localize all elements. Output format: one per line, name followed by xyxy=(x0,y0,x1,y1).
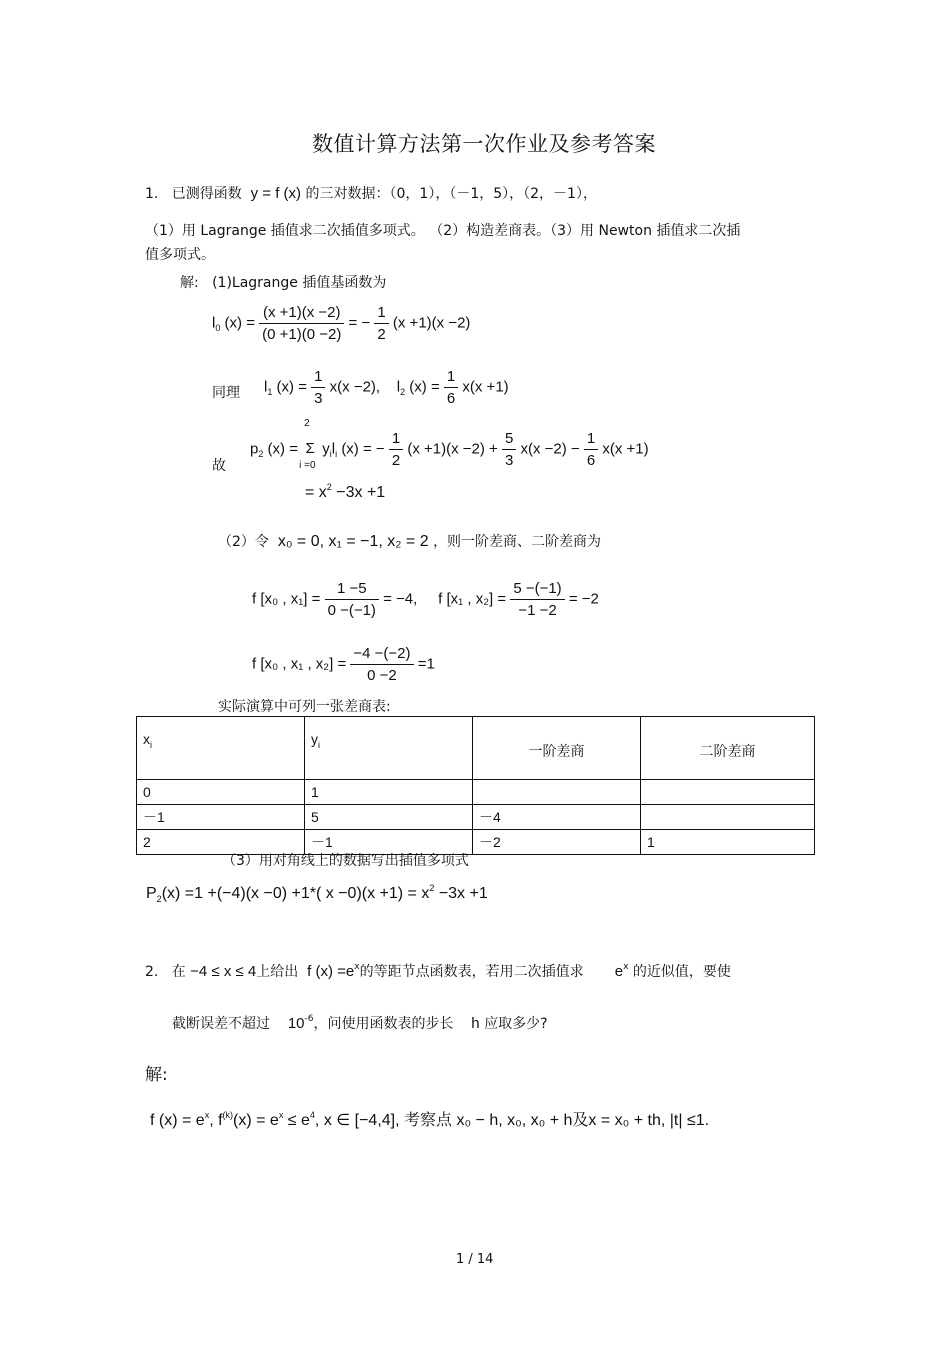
table-cell: －1 xyxy=(137,805,305,830)
q2-sol-d-sup: 4 xyxy=(309,1110,315,1120)
table-cell xyxy=(473,780,641,805)
q2-text-a: 在 xyxy=(171,964,186,980)
sum-lower: i =0 xyxy=(299,460,316,472)
p2-result-b: −3x +1 xyxy=(336,484,386,501)
q2-sol-c-sup: x xyxy=(278,1110,284,1120)
d01-lhs: f [x₀ , x₁] = xyxy=(252,590,321,608)
l1-coefficient xyxy=(311,368,325,407)
formula-l1-l2 xyxy=(264,368,509,407)
q1-intro-b: 的三对数据：（0，1），（－1，5），（2，－1）， xyxy=(305,186,597,202)
part2-nodes: x₀ = 0, x₁ = −1, x₂ = 2 xyxy=(277,533,429,550)
table-cell: －1 xyxy=(305,830,473,855)
p2-mid2: x(x −2) − xyxy=(520,440,580,458)
q2-line2-b: ，问使用函数表的步长 xyxy=(313,1016,454,1032)
formula-p2 xyxy=(250,418,649,472)
d012-num: −4 −(−2) xyxy=(350,645,413,665)
divided-diff-second-order xyxy=(252,645,435,684)
l0-denominator: (0 +1)(0 −2) xyxy=(262,326,342,343)
p2-c2-den: 3 xyxy=(504,452,514,469)
table-cell: 2 xyxy=(137,830,305,855)
d012-lhs: f [x₀ , x₁ , x₂] = xyxy=(252,655,347,673)
q2-statement-line1 xyxy=(145,961,731,981)
l1-symbol: l xyxy=(264,378,268,396)
table-caption: 实际演算中可列一张差商表: xyxy=(218,699,391,715)
divided-difference-table xyxy=(136,716,815,855)
header-x: x xyxy=(143,731,150,747)
q2-ex: e xyxy=(614,963,624,980)
q2-number: 2. xyxy=(145,964,159,980)
l0-coef-num: 1 xyxy=(374,304,388,324)
table-row xyxy=(137,780,815,805)
q2-range: −4 ≤ x ≤ 4 xyxy=(190,963,257,980)
l0-fraction xyxy=(259,304,344,343)
d12-lhs: f [x₁ , x₂] = xyxy=(438,590,507,608)
q2-tolerance-sup: -6 xyxy=(304,1014,314,1024)
gu-label: 故 xyxy=(212,458,226,474)
q2-func-sup: x xyxy=(354,962,360,972)
d012-fraction xyxy=(350,645,413,684)
q1-tasks-line2: 值多项式。 xyxy=(145,247,215,263)
table-cell: －2 xyxy=(473,830,641,855)
d12-den: −1 −2 xyxy=(518,602,557,619)
tongli-label: 同理 xyxy=(212,385,240,401)
table-header-row xyxy=(137,717,815,780)
q1-number: 1. xyxy=(145,186,159,202)
l1-coef-den: 3 xyxy=(314,390,323,407)
table-cell: 1 xyxy=(641,830,815,855)
p2-y-sub: i xyxy=(329,449,332,460)
l1-rest: x(x −2), xyxy=(329,378,381,396)
d012-den: 0 −2 xyxy=(367,667,397,684)
p2-c3-den: 6 xyxy=(586,452,596,469)
q1-fx: y = f (x) xyxy=(250,185,302,202)
l2-arg: (x) = xyxy=(409,378,440,396)
p2-c1-num: 1 xyxy=(389,430,403,450)
p2-result-a: = x xyxy=(305,484,327,501)
page-number: 1 / 14 xyxy=(456,1252,494,1267)
p2-subscript: 2 xyxy=(258,449,264,460)
part3-intro: （3）用对角线上的数据写出插值多项式 xyxy=(222,853,469,869)
divided-diff-first-order xyxy=(252,580,599,619)
d12-fraction xyxy=(510,580,564,619)
header-x-sub: i xyxy=(150,740,152,750)
p2-expand: (x) = − xyxy=(341,440,385,458)
q2-sol-e: , x ∈ [−4,4], 考察点 x₀ − h, x₀, x₀ + h及x = x₀ + th, |t| ≤1. xyxy=(314,1112,710,1129)
q2-line2-a: 截断误差不超过 xyxy=(172,1016,270,1032)
header-first-order xyxy=(473,717,641,780)
d01-value: = −4, xyxy=(383,590,418,608)
header-y-sub: i xyxy=(318,740,320,750)
header-xi xyxy=(137,717,305,780)
q1-sol-part1: (1)Lagrange 插值基函数为 xyxy=(212,275,387,291)
q2-sol-a: f (x) = e xyxy=(150,1112,205,1129)
p2-mid3: x(x +1) xyxy=(602,440,649,458)
q1-sol-label: 解: xyxy=(180,275,199,291)
l1-subscript: 1 xyxy=(267,387,273,398)
q1-intro-a: 已测得函数 xyxy=(171,186,242,202)
l0-symbol: l xyxy=(212,314,216,332)
q2-solution-formula xyxy=(150,1107,709,1130)
p2-arg: (x) = xyxy=(267,440,298,458)
q2-ex-sup: x xyxy=(623,962,629,972)
l0-coef-den: 2 xyxy=(377,326,386,343)
q2-text-b: 上给出 xyxy=(256,964,299,980)
l2-coef-den: 6 xyxy=(446,390,456,407)
q2-sol-d: ≤ e xyxy=(287,1112,310,1129)
header-second-order-label: 二阶差商 xyxy=(699,744,756,760)
q2-text-d: 的近似值，要使 xyxy=(632,964,731,980)
page-title: 数值计算方法第一次作业及参考答案 xyxy=(312,132,656,156)
table-cell xyxy=(641,780,815,805)
formula-l0 xyxy=(212,304,470,343)
table-row xyxy=(137,805,815,830)
sum-upper: 2 xyxy=(304,418,310,430)
q2-sol-b-sup: (k) xyxy=(222,1110,234,1120)
l2-coef-num: 1 xyxy=(444,368,458,388)
q2-statement-line2 xyxy=(172,1013,548,1033)
p2-y: y xyxy=(322,440,330,458)
newton-tail: −3x +1 xyxy=(438,885,488,902)
table-cell: 5 xyxy=(305,805,473,830)
p2-c2-num: 5 xyxy=(502,430,516,450)
table-cell xyxy=(641,805,815,830)
p2-l: l xyxy=(331,440,336,458)
l2-symbol: l xyxy=(396,378,401,396)
p2-l-sub: i xyxy=(335,449,338,460)
l0-rest: (x +1)(x −2) xyxy=(392,314,471,332)
q2-tolerance: 10 xyxy=(287,1015,305,1032)
q1-tasks-line1: （1）用 Lagrange 插值求二次插值多项式。 （2）构造差商表。（3）用 Newton 插值求二次插 xyxy=(145,223,741,239)
p2-coef-1 xyxy=(389,430,403,469)
q2-sol-c: (x) = e xyxy=(233,1112,279,1129)
d01-den: 0 −(−1) xyxy=(327,602,376,619)
d01-num: 1 −5 xyxy=(325,580,379,600)
l1-coef-num: 1 xyxy=(311,368,325,388)
p2-result xyxy=(305,484,385,502)
l2-subscript: 2 xyxy=(400,387,406,398)
table-cell: 0 xyxy=(137,780,305,805)
newton-p: P xyxy=(146,885,157,902)
p2-c1-den: 2 xyxy=(391,452,401,469)
d01-fraction xyxy=(325,580,379,619)
l2-rest: x(x +1) xyxy=(462,378,509,396)
q2-func: f (x) =e xyxy=(307,963,355,980)
l1-arg: (x) = xyxy=(276,378,307,396)
q1-statement xyxy=(145,183,597,203)
d12-value: = −2 xyxy=(568,590,599,608)
newton-p-sub: 2 xyxy=(156,894,162,904)
d12-num: 5 −(−1) xyxy=(510,580,564,600)
q2-sol-b: , f xyxy=(209,1112,223,1129)
q2-text-c: 的等距节点函数表，若用二次插值求 xyxy=(359,964,584,980)
l0-arg: (x) = xyxy=(224,314,255,332)
l0-numerator: (x +1)(x −2) xyxy=(259,304,344,324)
q2-solution-label: 解: xyxy=(145,1065,168,1085)
l0-coefficient xyxy=(374,304,388,343)
newton-sup: 2 xyxy=(429,883,435,893)
p2-mid1: (x +1)(x −2) + xyxy=(407,440,498,458)
newton-polynomial xyxy=(146,885,488,903)
q1-solution-intro xyxy=(180,272,386,292)
header-y: y xyxy=(311,731,318,747)
q2-h: h xyxy=(471,1015,480,1032)
l2-coefficient xyxy=(444,368,458,407)
part2-b: ，则一阶差商、二阶差商为 xyxy=(433,534,602,550)
part2-intro xyxy=(218,531,601,551)
p2-symbol: p xyxy=(250,440,259,458)
d012-value: =1 xyxy=(417,655,435,673)
header-second-order xyxy=(641,717,815,780)
sum-symbol: Σ 2 i =0 xyxy=(299,418,316,472)
part2-a: （2）令 xyxy=(218,534,269,550)
p2-result-sup: 2 xyxy=(326,482,332,492)
l0-subscript: 0 xyxy=(215,323,221,334)
header-first-order-label: 一阶差商 xyxy=(528,744,585,760)
p2-c3-num: 1 xyxy=(584,430,598,450)
q2-sol-a-sup: x xyxy=(204,1110,210,1120)
q2-line2-c: 应取多少? xyxy=(484,1016,548,1032)
header-yi xyxy=(305,717,473,780)
p2-coef-2 xyxy=(502,430,516,469)
l0-equals: = − xyxy=(348,314,371,332)
newton-body: (x) =1 +(−4)(x −0) +1*( x −0)(x +1) = x xyxy=(161,885,430,902)
table-cell: －4 xyxy=(473,805,641,830)
p2-coef-3 xyxy=(584,430,598,469)
table-cell: 1 xyxy=(305,780,473,805)
